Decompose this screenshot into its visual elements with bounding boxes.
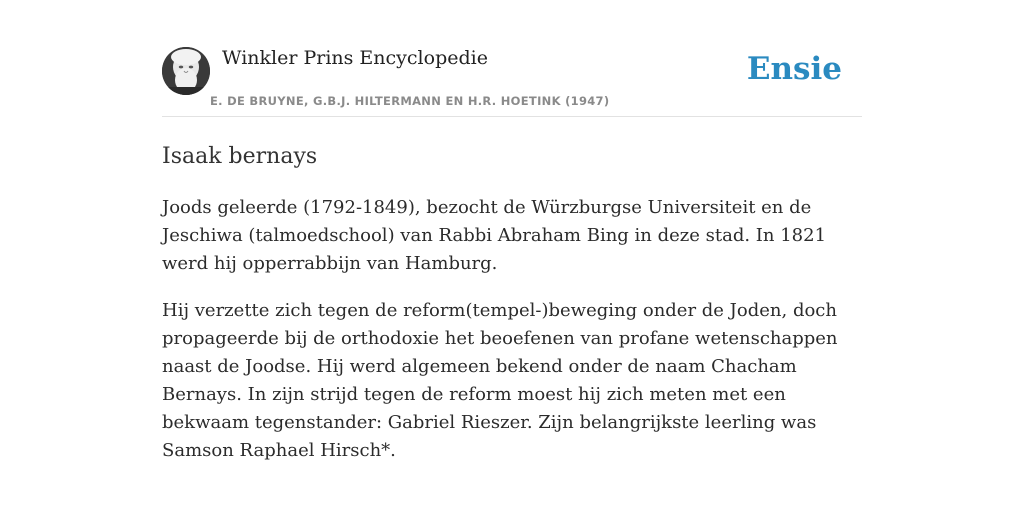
author-avatar[interactable] [162,47,210,95]
ensie-logo-link[interactable]: Ensie [746,51,842,87]
article-paragraph: Joods geleerde (1792-1849), bezocht de Würzburgse Universiteit en de Jeschiwa (talmoedschool) van Rabbi Abraham Bing in deze stad. In 1821 werd hij opperrabbijn van Hamburg. [162,197,827,274]
source-header [162,0,862,117]
portrait-image [162,47,210,95]
page [162,0,862,484]
article-paragraph: Hij verzette zich tegen de reform(tempel-)beweging onder de Joden, doch propageerde bij de orthodoxie het beoefenen van profane wetenschappen naast de Joodse. Hij werd algemeen bekend onder de naam Chacham Bernays. In zijn strijd tegen de reform moest hij zich meten met een bekwaam tegenstander: Gabriel Rieszer. Zijn belangrijkste leerling was Samson Raphael Hirsch*. [162,300,838,461]
source-authors: E. DE BRUYNE, G.B.J. HILTERMANN EN H.R. HOETINK (1947) [210,94,610,108]
article-body [162,194,862,465]
source-title[interactable]: Winkler Prins Encyclopedie [222,47,488,69]
article-title: Isaak bernays [162,144,318,169]
